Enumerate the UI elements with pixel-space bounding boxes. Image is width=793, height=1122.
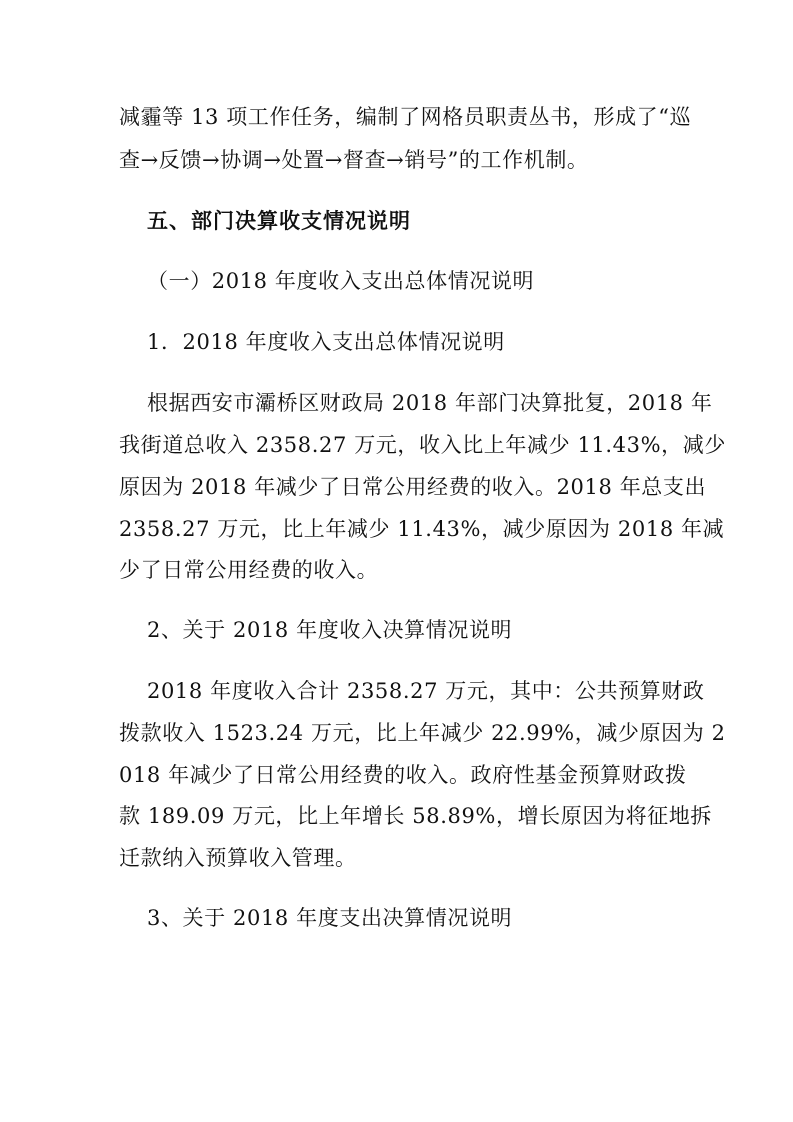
paragraph-line: 我街道总收入 2358.27 万元，收入比上年减少 11.43%，减少 <box>119 433 726 457</box>
paragraph-line: 减霾等 13 项工作任务，编制了网格员职责丛书，形成了“巡 <box>119 105 692 129</box>
item-2-title: 2、关于 2018 年度收入决算情况说明 <box>147 618 513 642</box>
item-1-title: 1．2018 年度收入支出总体情况说明 <box>147 330 505 354</box>
paragraph-line: 款 189.09 万元，比上年增长 58.89%，增长原因为将征地拆 <box>119 804 712 828</box>
section-heading: 五、部门决算收支情况说明 <box>147 209 411 233</box>
paragraph-line: 少了日常公用经费的收入。 <box>119 558 379 582</box>
paragraph-line: 查→反馈→协调→处置→督查→销号”的工作机制。 <box>119 148 589 172</box>
paragraph-line: 原因为 2018 年减少了日常公用经费的收入。2018 年总支出 <box>119 475 707 499</box>
paragraph-line: 拨款收入 1523.24 万元，比上年减少 22.99%，减少原因为 2 <box>119 721 726 745</box>
paragraph-line: 迁款纳入预算收入管理。 <box>119 846 357 870</box>
item-3-title: 3、关于 2018 年度支出决算情况说明 <box>147 906 513 930</box>
paragraph-line: 2018 年度收入合计 2358.27 万元，其中：公共预算财政 <box>147 679 705 703</box>
paragraph-line: 2358.27 万元，比上年减少 11.43%，减少原因为 2018 年减 <box>119 517 725 541</box>
paragraph-line: 根据西安市灞桥区财政局 2018 年部门决算批复，2018 年 <box>147 391 713 415</box>
paragraph-line: 018 年减少了日常公用经费的收入。政府性基金预算财政拨 <box>119 763 687 787</box>
subsection-heading: （一）2018 年度收入支出总体情况说明 <box>147 269 535 293</box>
